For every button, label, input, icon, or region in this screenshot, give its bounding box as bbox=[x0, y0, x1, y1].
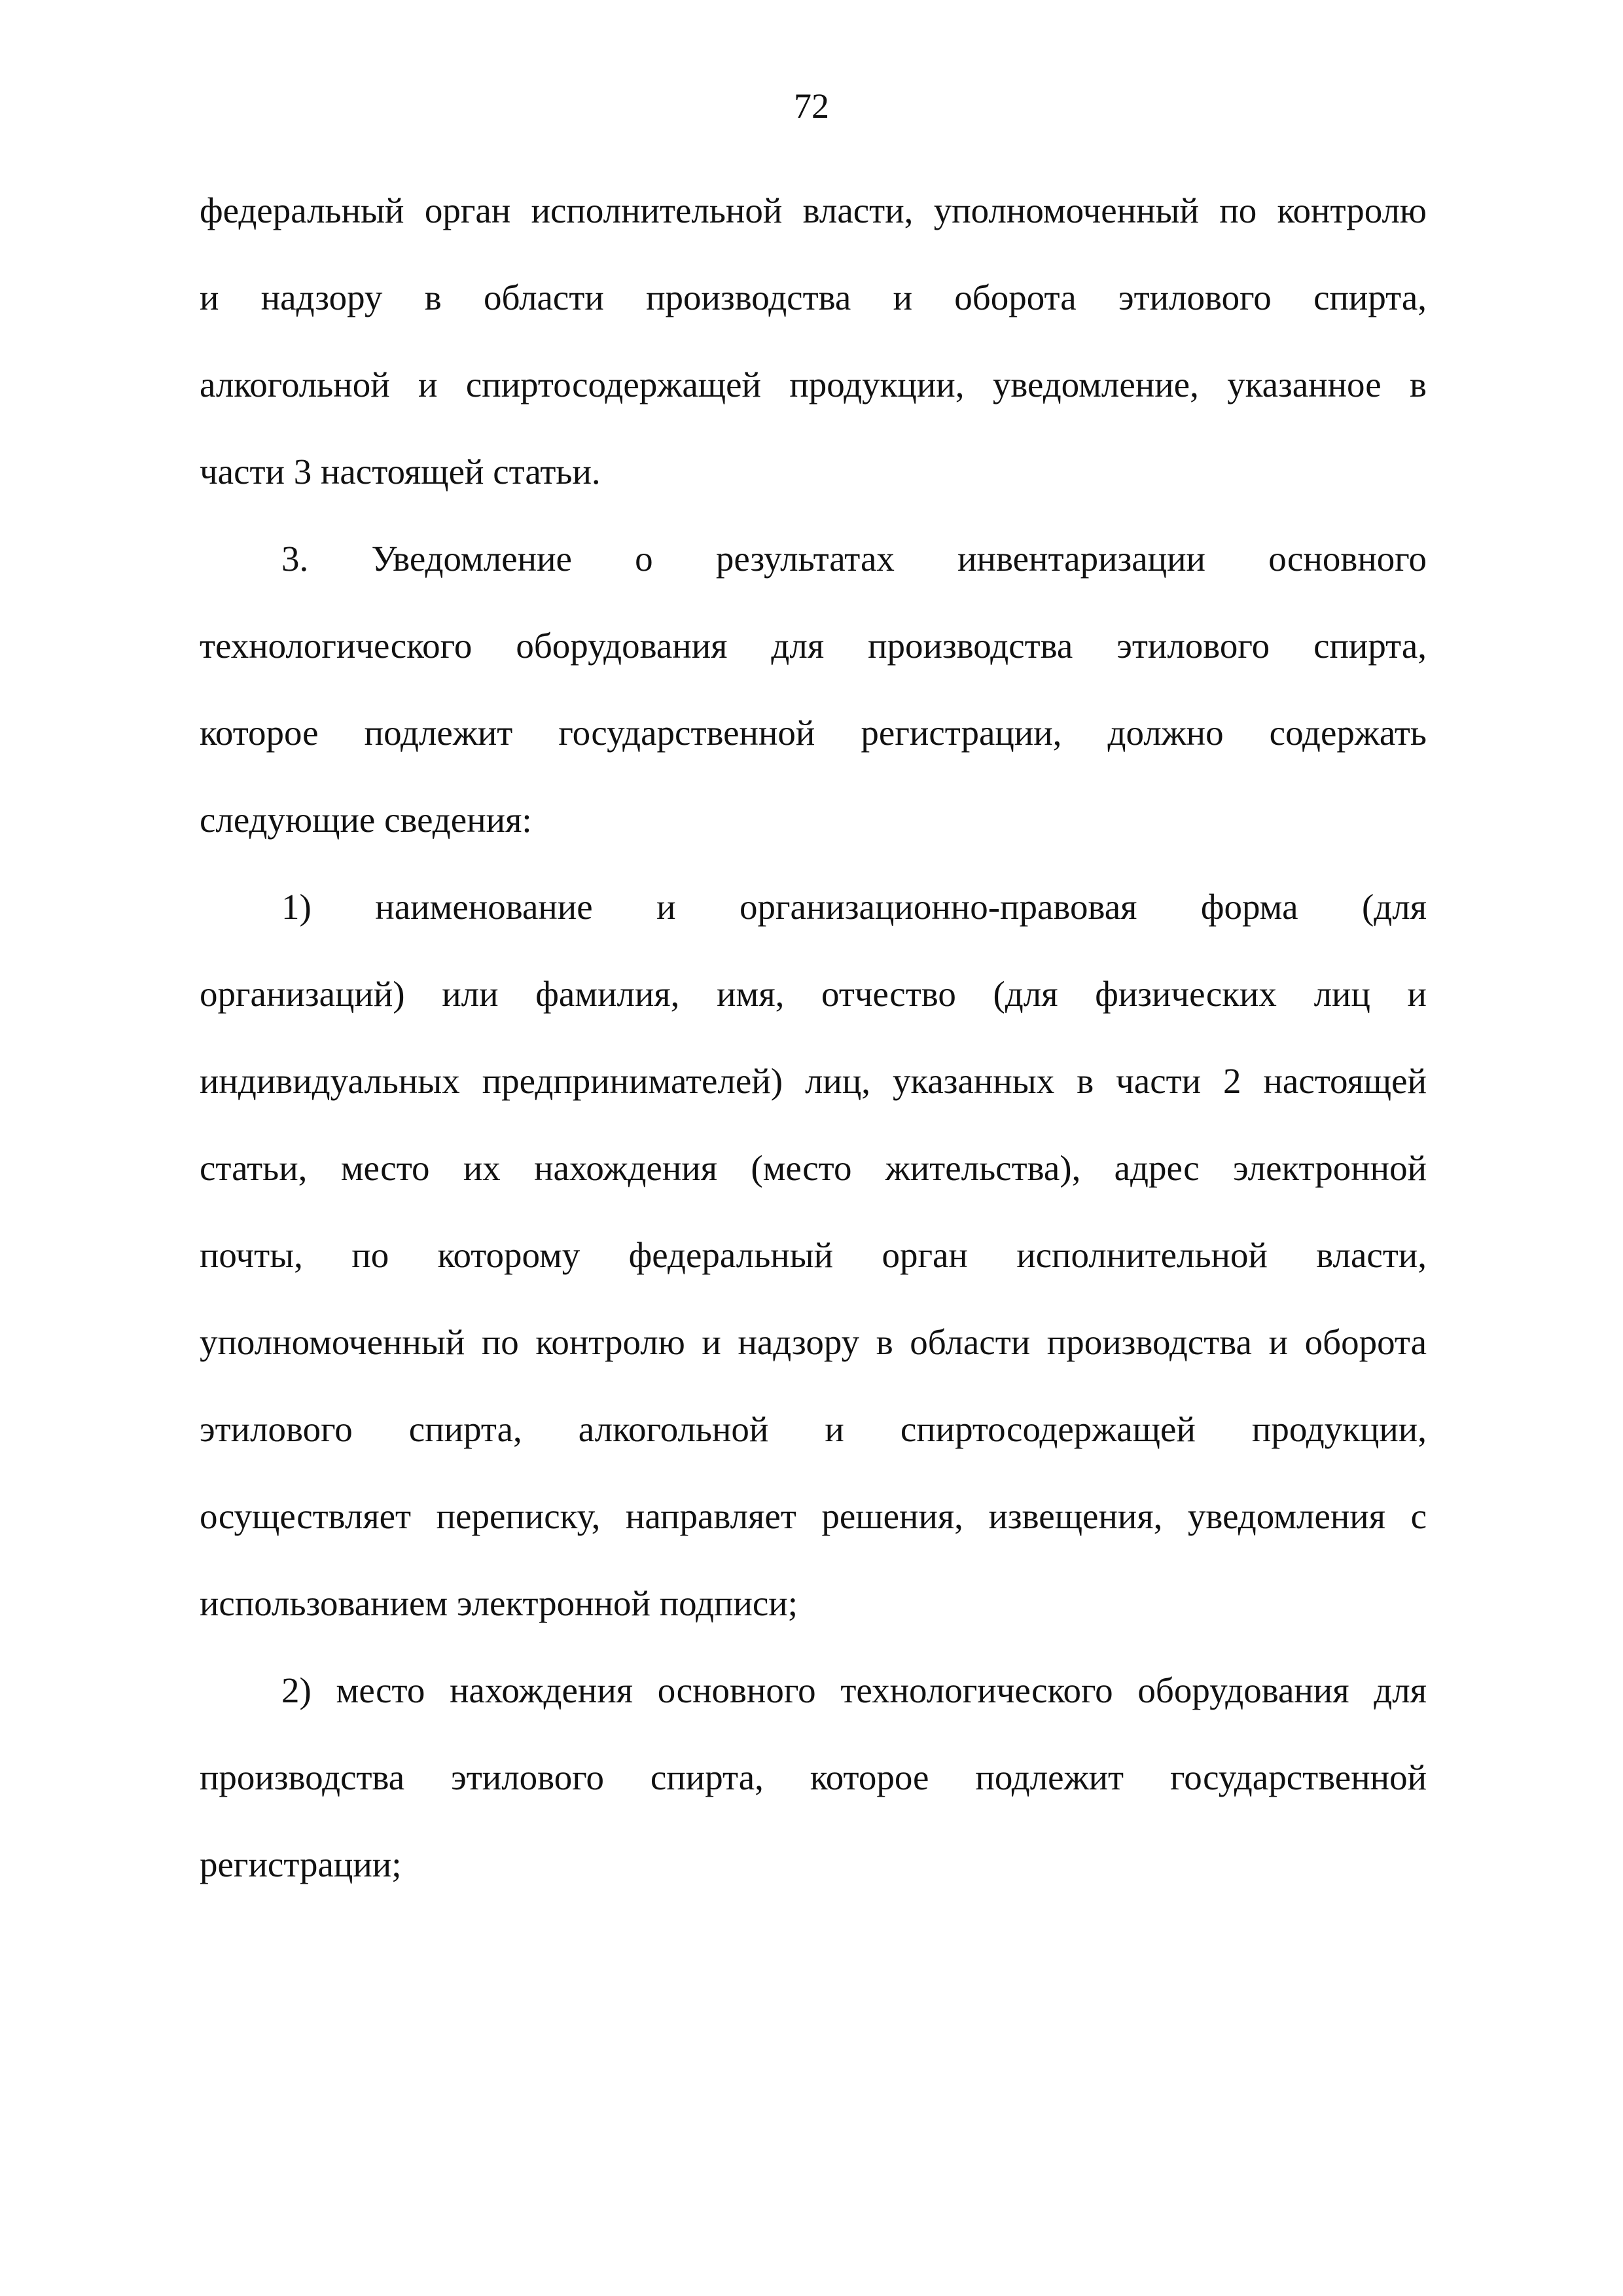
text-line: части 3 настоящей статьи. bbox=[200, 452, 601, 492]
page-number: 72 bbox=[794, 86, 829, 126]
text-line: почты, по которому федеральный орган исполнительной власти, bbox=[200, 1235, 1427, 1275]
text-line: производства этилового спирта, которое подлежит государственной bbox=[200, 1757, 1427, 1797]
text-line: и надзору в области производства и оборота этилового спирта, bbox=[200, 278, 1427, 317]
text-line: индивидуальных предпринимателей) лиц, указанных в части 2 настоящей bbox=[200, 1061, 1427, 1101]
text-line: алкогольной и спиртосодержащей продукции, уведомление, указанное в bbox=[200, 365, 1427, 404]
text-line: следующие сведения: bbox=[200, 800, 532, 840]
list-item-1-line: 1) наименование и организационно-правовая форма (для bbox=[281, 887, 1427, 927]
list-item-2-line: 2) место нахождения основного технологического оборудования для bbox=[281, 1670, 1427, 1710]
text-line: технологического оборудования для производства этилового спирта, bbox=[200, 626, 1427, 666]
text-line: использованием электронной подписи; bbox=[200, 1583, 798, 1623]
text-line: организаций) или фамилия, имя, отчество (для физических лиц и bbox=[200, 974, 1427, 1014]
text-line: регистрации; bbox=[200, 1844, 402, 1884]
text-line: осуществляет переписку, направляет решения, извещения, уведомления с bbox=[200, 1496, 1427, 1536]
text-line: этилового спирта, алкогольной и спиртосодержащей продукции, bbox=[200, 1409, 1427, 1449]
text-line: которое подлежит государственной регистрации, должно содержать bbox=[200, 713, 1427, 753]
text-line: статьи, место их нахождения (место жительства), адрес электронной bbox=[200, 1148, 1427, 1188]
text-line: уполномоченный по контролю и надзору в области производства и оборота bbox=[200, 1322, 1427, 1362]
text-line: федеральный орган исполнительной власти, уполномоченный по контролю bbox=[200, 190, 1427, 230]
paragraph-start-line: 3. Уведомление о результатах инвентаризации основного bbox=[281, 539, 1427, 579]
